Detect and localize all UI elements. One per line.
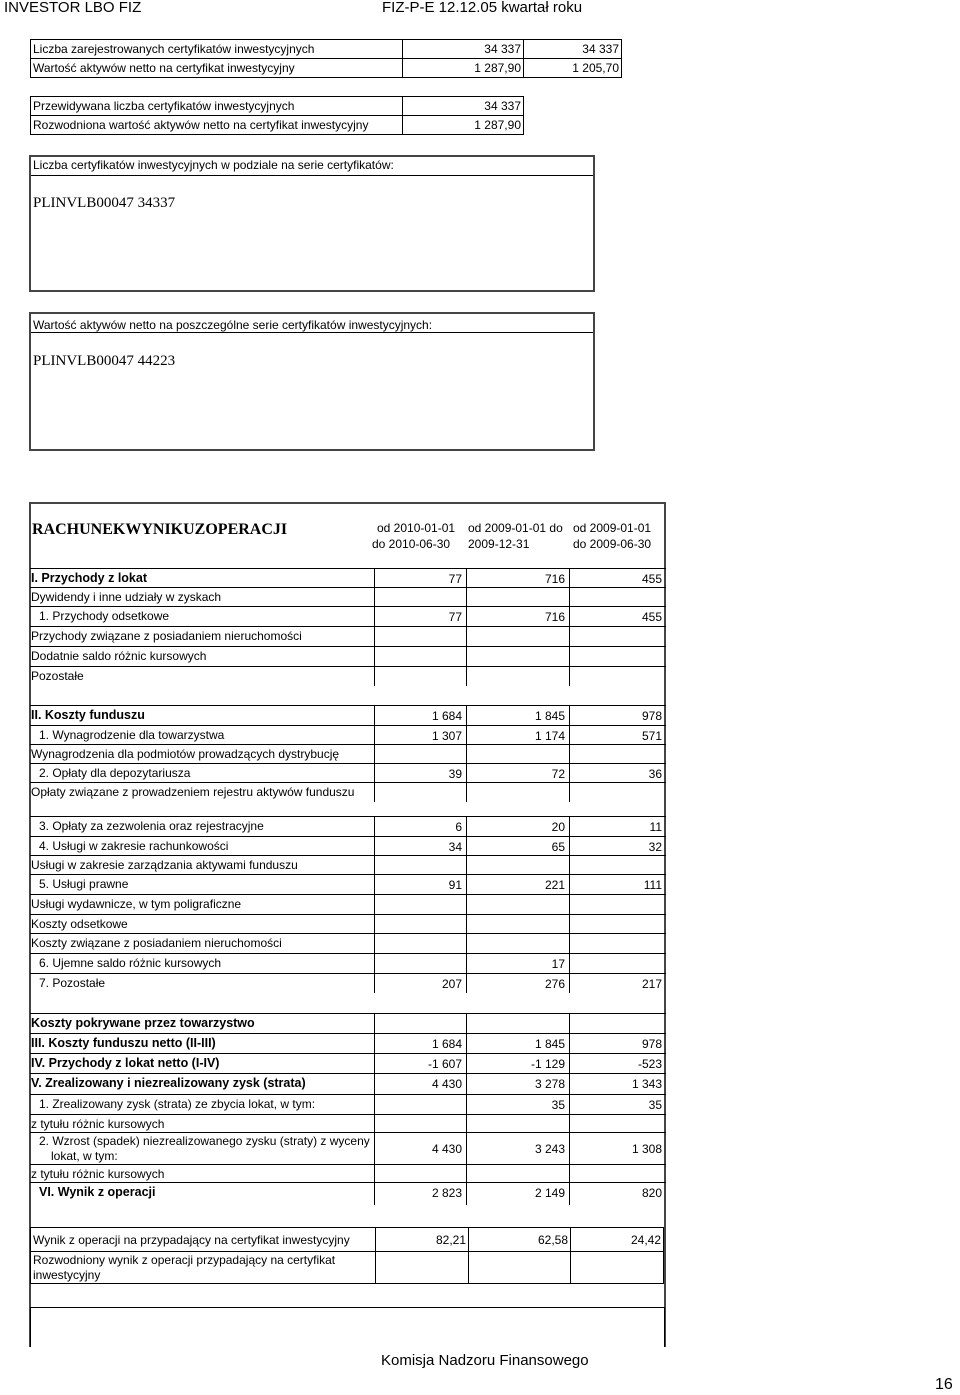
- income-row-value: 207: [441, 977, 462, 991]
- income-row-label: 1. Wynagrodzenie dla towarzystwa: [39, 728, 225, 742]
- income-row: [30, 626, 666, 646]
- income-row-value: 34: [448, 840, 462, 854]
- income-row-label: Usługi wydawnicze, w tym poligraficzne: [31, 897, 242, 911]
- income-row-label: 7. Pozostałe: [39, 976, 106, 990]
- income-row-label: Opłaty związane z prowadzeniem rejestru aktywów funduszu: [31, 785, 355, 799]
- income-row-value: 1 684: [431, 1037, 462, 1051]
- per-cert-value: 62,58: [469, 1228, 571, 1252]
- series-count-box: [29, 155, 595, 292]
- income-statement-title: RACHUNEKWYNIKUZOPERACJI: [32, 521, 288, 538]
- income-row-value: 1 174: [534, 729, 565, 743]
- dilution-row-label: Przewidywana liczba certyfikatów inwestycyjnych: [31, 97, 403, 116]
- income-row-value: 4 430: [431, 1142, 462, 1156]
- income-row-label: Dodatnie saldo różnic kursowych: [31, 649, 207, 663]
- income-row-value: 72: [551, 767, 565, 781]
- income-row-value: 65: [551, 840, 565, 854]
- income-row: [30, 1013, 666, 1034]
- income-row-label: 1. Zrealizowany zysk (strata) ze zbycia lokat, w tym:: [39, 1097, 316, 1111]
- col2-header-line2: 2009-12-31: [468, 537, 530, 551]
- empty-bottom-box: [30, 1307, 665, 1347]
- income-row-label: 6. Ujemne saldo różnic kursowych: [39, 956, 222, 970]
- income-row: [30, 1053, 666, 1074]
- income-row-value: 20: [551, 820, 565, 834]
- income-row: [30, 782, 666, 802]
- income-row-label: Pozostałe: [31, 669, 84, 683]
- income-row-label: VI. Wynik z operacji: [39, 1185, 156, 1199]
- header-form-code: FIZ-P-E 12.12.05 kwartał roku: [382, 0, 583, 16]
- income-row-value: 1 845: [534, 709, 565, 723]
- col2-header-line1: od 2009-01-01 do: [468, 521, 563, 535]
- income-row-value: 32: [648, 840, 662, 854]
- series-count-content: PLINVLB00047 34337: [33, 195, 176, 211]
- income-row-value: 4 430: [431, 1077, 462, 1091]
- cert-row-value: 34 337: [403, 40, 524, 59]
- series-nav-box: [29, 312, 595, 451]
- income-row-label: I. Przychody z lokat: [31, 571, 148, 585]
- per-cert-value: [469, 1252, 571, 1284]
- dilution-row-label: Rozwodniona wartość aktywów netto na certyfikat inwestycyjny: [31, 116, 403, 135]
- income-row-value: 3 278: [534, 1077, 565, 1091]
- income-row-label: Koszty związane z posiadaniem nieruchomości: [31, 936, 282, 950]
- income-row-label: II. Koszty funduszu: [31, 708, 145, 722]
- income-row: [30, 725, 666, 745]
- cert-row-label: Liczba zarejestrowanych certyfikatów inwestycyjnych: [31, 40, 403, 59]
- income-row-label: Dywidendy i inne udziały w zyskach: [31, 590, 222, 604]
- col1-header-line1: od 2010-01-01: [377, 521, 456, 535]
- per-cert-value: 24,42: [571, 1228, 664, 1252]
- income-row-value: -1 129: [530, 1057, 565, 1071]
- income-row-value: 978: [641, 709, 662, 723]
- income-row-label: Koszty pokrywane przez towarzystwo: [31, 1016, 255, 1030]
- income-row-value: 39: [448, 767, 462, 781]
- col3-header-line2: do 2009-06-30: [573, 537, 652, 551]
- cert-row-value: 34 337: [524, 40, 622, 59]
- col3-header-line1: od 2009-01-01: [573, 521, 652, 535]
- income-row: [30, 1033, 666, 1054]
- income-row-label: IV. Przychody z lokat netto (I-IV): [31, 1056, 220, 1070]
- income-row-value: 11: [649, 820, 662, 834]
- income-row-value: 17: [551, 957, 565, 971]
- income-row-value: 35: [648, 1098, 662, 1112]
- income-row-label: V. Zrealizowany i niezrealizowany zysk (strata): [31, 1076, 306, 1090]
- income-row: [30, 646, 666, 666]
- cert-row-value: 1 205,70: [524, 59, 622, 78]
- income-row: [30, 894, 666, 914]
- income-row: [30, 953, 666, 973]
- income-row-label: 5. Usługi prawne: [39, 877, 129, 891]
- income-row-value: 111: [643, 878, 662, 892]
- income-row: [30, 816, 666, 836]
- per-cert-value: 82,21: [376, 1228, 469, 1252]
- col1-header-line2: do 2010-06-30: [372, 537, 451, 551]
- income-row-label: 2. Wzrost (spadek) niezrealizowanego zysku (straty) z wyceny: [39, 1134, 370, 1148]
- income-row: [30, 1073, 666, 1094]
- income-row: [30, 1114, 666, 1133]
- income-row-label: 3. Opłaty za zezwolenia oraz rejestracyjne: [39, 819, 264, 833]
- income-row: [30, 666, 666, 686]
- income-row: [30, 744, 666, 764]
- page-number: 16: [935, 1376, 953, 1393]
- income-row-value: 36: [648, 767, 662, 781]
- header-fund-name: INVESTOR LBO FIZ: [4, 0, 142, 16]
- certificates-table: [30, 39, 622, 78]
- income-row: [30, 568, 666, 588]
- income-row: [30, 1164, 666, 1183]
- income-row-value: 2 823: [431, 1186, 462, 1200]
- income-row: [30, 874, 666, 894]
- income-row-value: 91: [448, 878, 462, 892]
- income-row-value: -523: [637, 1057, 662, 1071]
- income-row-value: 6: [455, 820, 462, 834]
- per-cert-label: Wynik z operacji na przypadający na certyfikat inwestycyjny: [31, 1228, 376, 1252]
- income-row-value: 820: [641, 1186, 662, 1200]
- income-row-value: 1 307: [431, 729, 462, 743]
- income-row-value: 1 308: [631, 1142, 662, 1156]
- per-cert-label-line2: inwestycyjny: [33, 1267, 101, 1282]
- income-row-value: 77: [448, 610, 462, 624]
- series-count-title: Liczba certyfikatów inwestycyjnych w podziale na serie certyfikatów:: [33, 158, 394, 172]
- income-row: [30, 1094, 666, 1115]
- income-row: [30, 1182, 666, 1205]
- income-row-value: 1 845: [534, 1037, 565, 1051]
- income-row-value: 571: [641, 729, 662, 743]
- income-row-value: 716: [544, 572, 565, 586]
- income-row-label: z tytułu różnic kursowych: [31, 1117, 165, 1131]
- per-cert-value: [571, 1252, 664, 1284]
- income-row-value: 35: [551, 1098, 565, 1112]
- footer-regulator: Komisja Nadzoru Finansowego: [381, 1352, 589, 1369]
- per-cert-value: [376, 1252, 469, 1284]
- income-row-value: 978: [641, 1037, 662, 1051]
- series-nav-title: Wartość aktywów netto na poszczególne serie certyfikatów inwestycyjnych:: [33, 318, 433, 332]
- income-row-value: 1 343: [631, 1077, 662, 1091]
- income-row-label: z tytułu różnic kursowych: [31, 1167, 165, 1181]
- income-row-value: 1 684: [431, 709, 462, 723]
- income-row-label: Przychody związane z posiadaniem nieruchomości: [31, 629, 302, 643]
- income-row: [30, 914, 666, 934]
- income-row-label: 1. Przychody odsetkowe: [39, 609, 170, 623]
- per-cert-label-line1: Rozwodniony wynik z operacji przypadający na certyfikat: [33, 1252, 336, 1267]
- income-row-value: 3 243: [534, 1142, 565, 1156]
- income-row: [30, 836, 666, 856]
- income-row-value: 217: [641, 977, 662, 991]
- income-row-value: 455: [641, 572, 662, 586]
- income-row-value: -1 607: [427, 1057, 462, 1071]
- series-nav-content: PLINVLB00047 44223: [33, 353, 176, 369]
- per-certificate-table: [30, 1227, 664, 1284]
- income-row: [30, 587, 666, 607]
- income-row: [30, 705, 666, 725]
- income-row-value: 716: [544, 610, 565, 624]
- income-row-value: 221: [544, 878, 565, 892]
- income-row-value: 2 149: [534, 1186, 565, 1200]
- income-row: [30, 855, 666, 875]
- income-row-label: 2. Opłaty dla depozytariusza: [39, 766, 191, 780]
- income-row-label: 4. Usługi w zakresie rachunkowości: [39, 839, 229, 853]
- income-row-label: Koszty odsetkowe: [31, 917, 128, 931]
- dilution-row-value: 1 287,90: [403, 116, 524, 135]
- income-row-label: Usługi w zakresie zarządzania aktywami funduszu: [31, 858, 298, 872]
- income-row-value: 455: [641, 610, 662, 624]
- cert-row-label: Wartość aktywów netto na certyfikat inwestycyjny: [31, 59, 403, 78]
- income-row-label: III. Koszty funduszu netto (II-III): [31, 1036, 216, 1050]
- income-row-label-line2: lokat, w tym:: [51, 1149, 118, 1163]
- cert-row-value: 1 287,90: [403, 59, 524, 78]
- dilution-table: [30, 96, 524, 135]
- per-cert-label: [31, 1252, 376, 1284]
- income-row: [30, 606, 666, 626]
- income-row: [30, 973, 666, 993]
- income-row-value: 77: [448, 572, 462, 586]
- income-row: [30, 1132, 666, 1165]
- income-row: [30, 933, 666, 953]
- income-row-label: Wynagrodzenia dla podmiotów prowadzących dystrybucję: [31, 747, 340, 761]
- income-row-value: 276: [544, 977, 565, 991]
- income-row: [30, 763, 666, 783]
- dilution-row-value: 34 337: [403, 97, 524, 116]
